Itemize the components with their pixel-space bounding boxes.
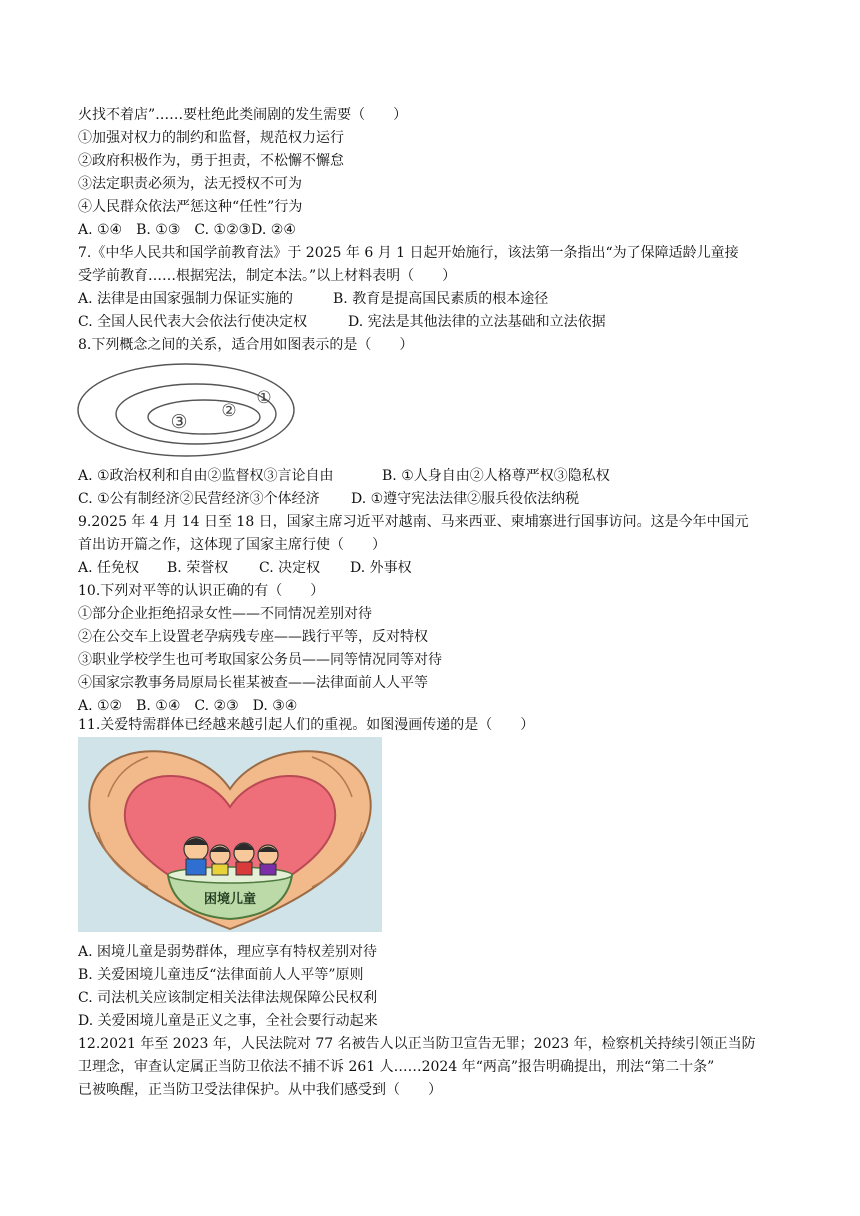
q7-option-d: D. 宪法是其他法律的立法基础和立法依据 xyxy=(348,314,606,330)
q9-option-b: B. 荣誉权 xyxy=(167,560,229,576)
q11-option-d: D. 关爱困境儿童是正义之事，全社会要行动起来 xyxy=(78,1013,378,1029)
q9-option-d: D. 外事权 xyxy=(350,560,412,576)
q9-option-c: C. 决定权 xyxy=(259,560,321,576)
q12-line-3: 已被唤醒，正当防卫受法律保护。从中我们感受到（ ） xyxy=(78,1082,442,1098)
q8-option-a: A. ①政治权利和自由②监督权③言论自由 xyxy=(78,468,334,484)
q9-stem-line-2: 首出访开篇之作，这体现了国家主席行使（ ） xyxy=(78,537,386,553)
q6-item-2: ②政府积极作为，勇于担责，不松懈不懈怠 xyxy=(78,153,344,169)
q8-option-c: C. ①公有制经济②民营经济③个体经济 xyxy=(78,491,320,507)
q11-option-a: A. 困境儿童是弱势群体，理应享有特权差别对待 xyxy=(78,944,378,960)
middle-ellipse xyxy=(116,384,276,444)
label-circle-1: ① xyxy=(256,388,272,408)
q9-stem-line-1: 9.2025 年 4 月 14 日至 18 日，国家主席习近平对越南、马来西亚、柬埔寨进行国事访问。这是今年中国元 xyxy=(78,514,749,530)
q6-options: A. ①④ B. ①③ C. ①②③D. ②④ xyxy=(78,222,296,238)
q10-item-1: ①部分企业拒绝招录女性——不同情况差别对待 xyxy=(78,606,372,622)
label-circle-3: ③ xyxy=(170,411,188,433)
q7-stem-line-2: 受学前教育……根据宪法，制定本法。”以上材料表明（ ） xyxy=(78,268,457,284)
q12-line-2: 卫理念，审查认定属正当防卫依法不捕不诉 261 人……2024 年“两高”报告明确提出，刑法“第二十条” xyxy=(78,1059,715,1075)
q9-option-a: A. 任免权 xyxy=(78,560,140,576)
q11-option-b: B. 关爱困境儿童违反“法律面前人人平等”原则 xyxy=(78,967,364,983)
nested-ellipses-diagram xyxy=(76,360,298,460)
q10-options: A. ①② B. ①④ C. ②③ D. ③④ xyxy=(78,698,298,714)
q7-stem-line-1: 7.《中华人民共和国学前教育法》于 2025 年 6 月 1 日起开始施行，该法第一条指出“为了保障适龄儿童接 xyxy=(78,245,739,261)
q10-stem: 10.下列对平等的认识正确的有（ ） xyxy=(78,583,325,599)
q7-option-c: C. 全国人民代表大会依法行使决定权 xyxy=(78,314,308,330)
q6-item-3: ③法定职责必须为，法无授权不可为 xyxy=(78,176,302,192)
q8-option-d: D. ①遵守宪法法律②服兵役依法纳税 xyxy=(351,491,580,507)
q6-stem-tail: 火找不着店”……要杜绝此类闹剧的发生需要（ ） xyxy=(78,107,408,123)
q10-item-4: ④国家宗教事务局原局长崔某被查——法律面前人人平等 xyxy=(78,675,428,691)
q8-stem: 8.下列概念之间的关系，适合用如图表示的是（ ） xyxy=(78,337,414,353)
q11-stem: 11.关爱特需群体已经越来越引起人们的重视。如图漫画传递的是（ ） xyxy=(78,717,535,733)
q6-item-4: ④人民群众依法严惩这种“任性”行为 xyxy=(78,199,303,215)
q7-option-a: A. 法律是由国家强制力保证实施的 xyxy=(78,291,294,307)
q12-line-1: 12.2021 年至 2023 年，人民法院对 77 名被告人以正当防卫宣告无罪；2023 年，检察机关持续引领正当防 xyxy=(78,1036,756,1052)
q8-option-b: B. ①人身自由②人格尊严权③隐私权 xyxy=(382,468,610,484)
q10-item-3: ③职业学校学生也可考取国家公务员——同等情况同等对待 xyxy=(78,652,442,668)
inner-ellipse xyxy=(148,400,260,434)
q6-item-1: ①加强对权力的制约和监督，规范权力运行 xyxy=(78,130,344,146)
q11-option-c: C. 司法机关应该制定相关法律法规保障公民权利 xyxy=(78,990,378,1006)
cartoon-hands-heart-bowl xyxy=(78,737,382,932)
outer-ellipse xyxy=(78,364,294,456)
bowl-label: 困境儿童 xyxy=(203,892,257,907)
q10-item-2: ②在公交车上设置老孕病残专座——践行平等，反对特权 xyxy=(78,629,428,645)
q7-option-b: B. 教育是提高国民素质的根本途径 xyxy=(333,291,549,307)
label-circle-2: ② xyxy=(221,401,237,421)
